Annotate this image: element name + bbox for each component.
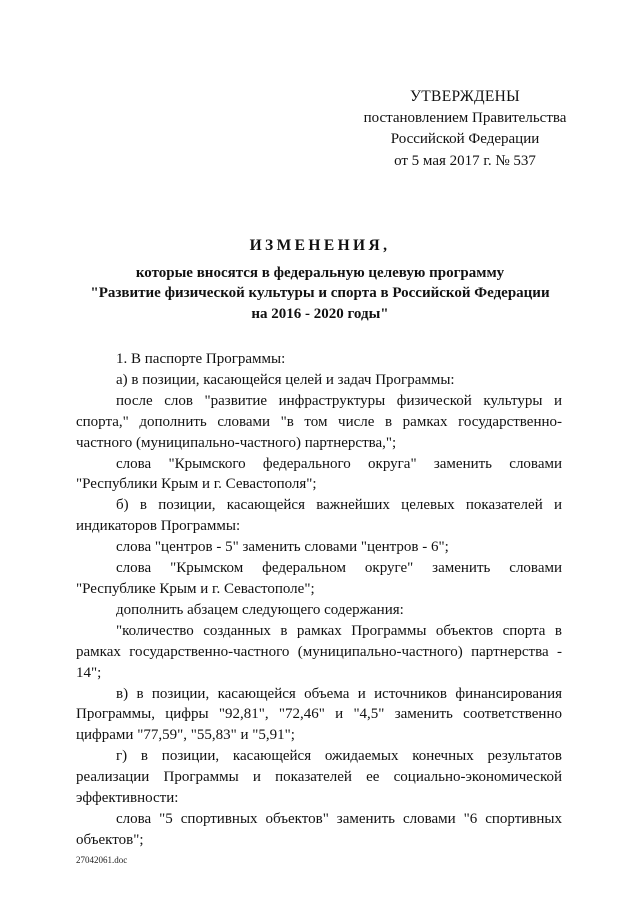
approval-line-2: Российской Федерации (390, 131, 540, 147)
paragraph-6: слова "центров - 5" заменить словами "центров - 6"; (116, 539, 449, 556)
title-line-1: которые вносятся в федеральную целевую программу (135, 264, 505, 281)
title-line-3: на 2016 - 2020 годы" (251, 305, 389, 322)
paragraph-9: "количество созданных в рамках Программы объектов спорта в рамках государственно-частного (муниципально-частного) партнерства - 14"; (76, 622, 562, 681)
approval-heading: УТВЕРЖДЕНЫ (410, 88, 520, 105)
footer-filename: 27042061.doc (76, 855, 128, 865)
paragraph-2: а) в позиции, касающейся целей и задач Программы: (116, 371, 455, 388)
approval-date-number: от 5 мая 2017 г. № 537 (394, 152, 536, 169)
paragraph-3: после слов "развитие инфраструктуры физической культуры и спорта," дополнить словами "в том числе в рамках государственно-частного (муниципально-частного) партнерства,"; (76, 392, 562, 451)
paragraph-5: б) в позиции, касающейся важнейших целевых показателей и индикаторов Программы: (76, 497, 562, 535)
paragraph-4: слова "Крымского федерального округа" заменить словами "Республики Крым и г. Севастополя"; (76, 455, 562, 493)
paragraph-11: г) в позиции, касающейся ожидаемых конечных результатов реализации Программы и показателей ее социально-экономической эффективности: (76, 748, 562, 807)
approval-line-1: постановлением Правительства (363, 109, 567, 126)
paragraph-7: слова "Крымском федеральном округе" заменить словами "Республике Крым и г. Севастополе"; (76, 560, 562, 597)
paragraph-10: в) в позиции, касающейся объема и источников финансирования Программы, цифры "92,81", "72,46" и "4,5" заменить соответственно цифрами "77,59", "55,83" и "5,91"; (76, 685, 562, 744)
paragraph-8: дополнить абзацем следующего содержания: (116, 601, 404, 618)
approval-block (350, 86, 580, 172)
document-title (70, 236, 570, 324)
document-body (76, 349, 562, 851)
paragraph-12: слова "5 спортивных объектов" заменить словами "6 спортивных объектов"; (76, 810, 562, 848)
title-line-2: "Развитие физической культуры и спорта в Российской Федерации (90, 285, 550, 301)
paragraph-1: 1. В паспорте Программы: (116, 351, 286, 367)
title-main: ИЗМЕНЕНИЯ, (249, 237, 391, 254)
